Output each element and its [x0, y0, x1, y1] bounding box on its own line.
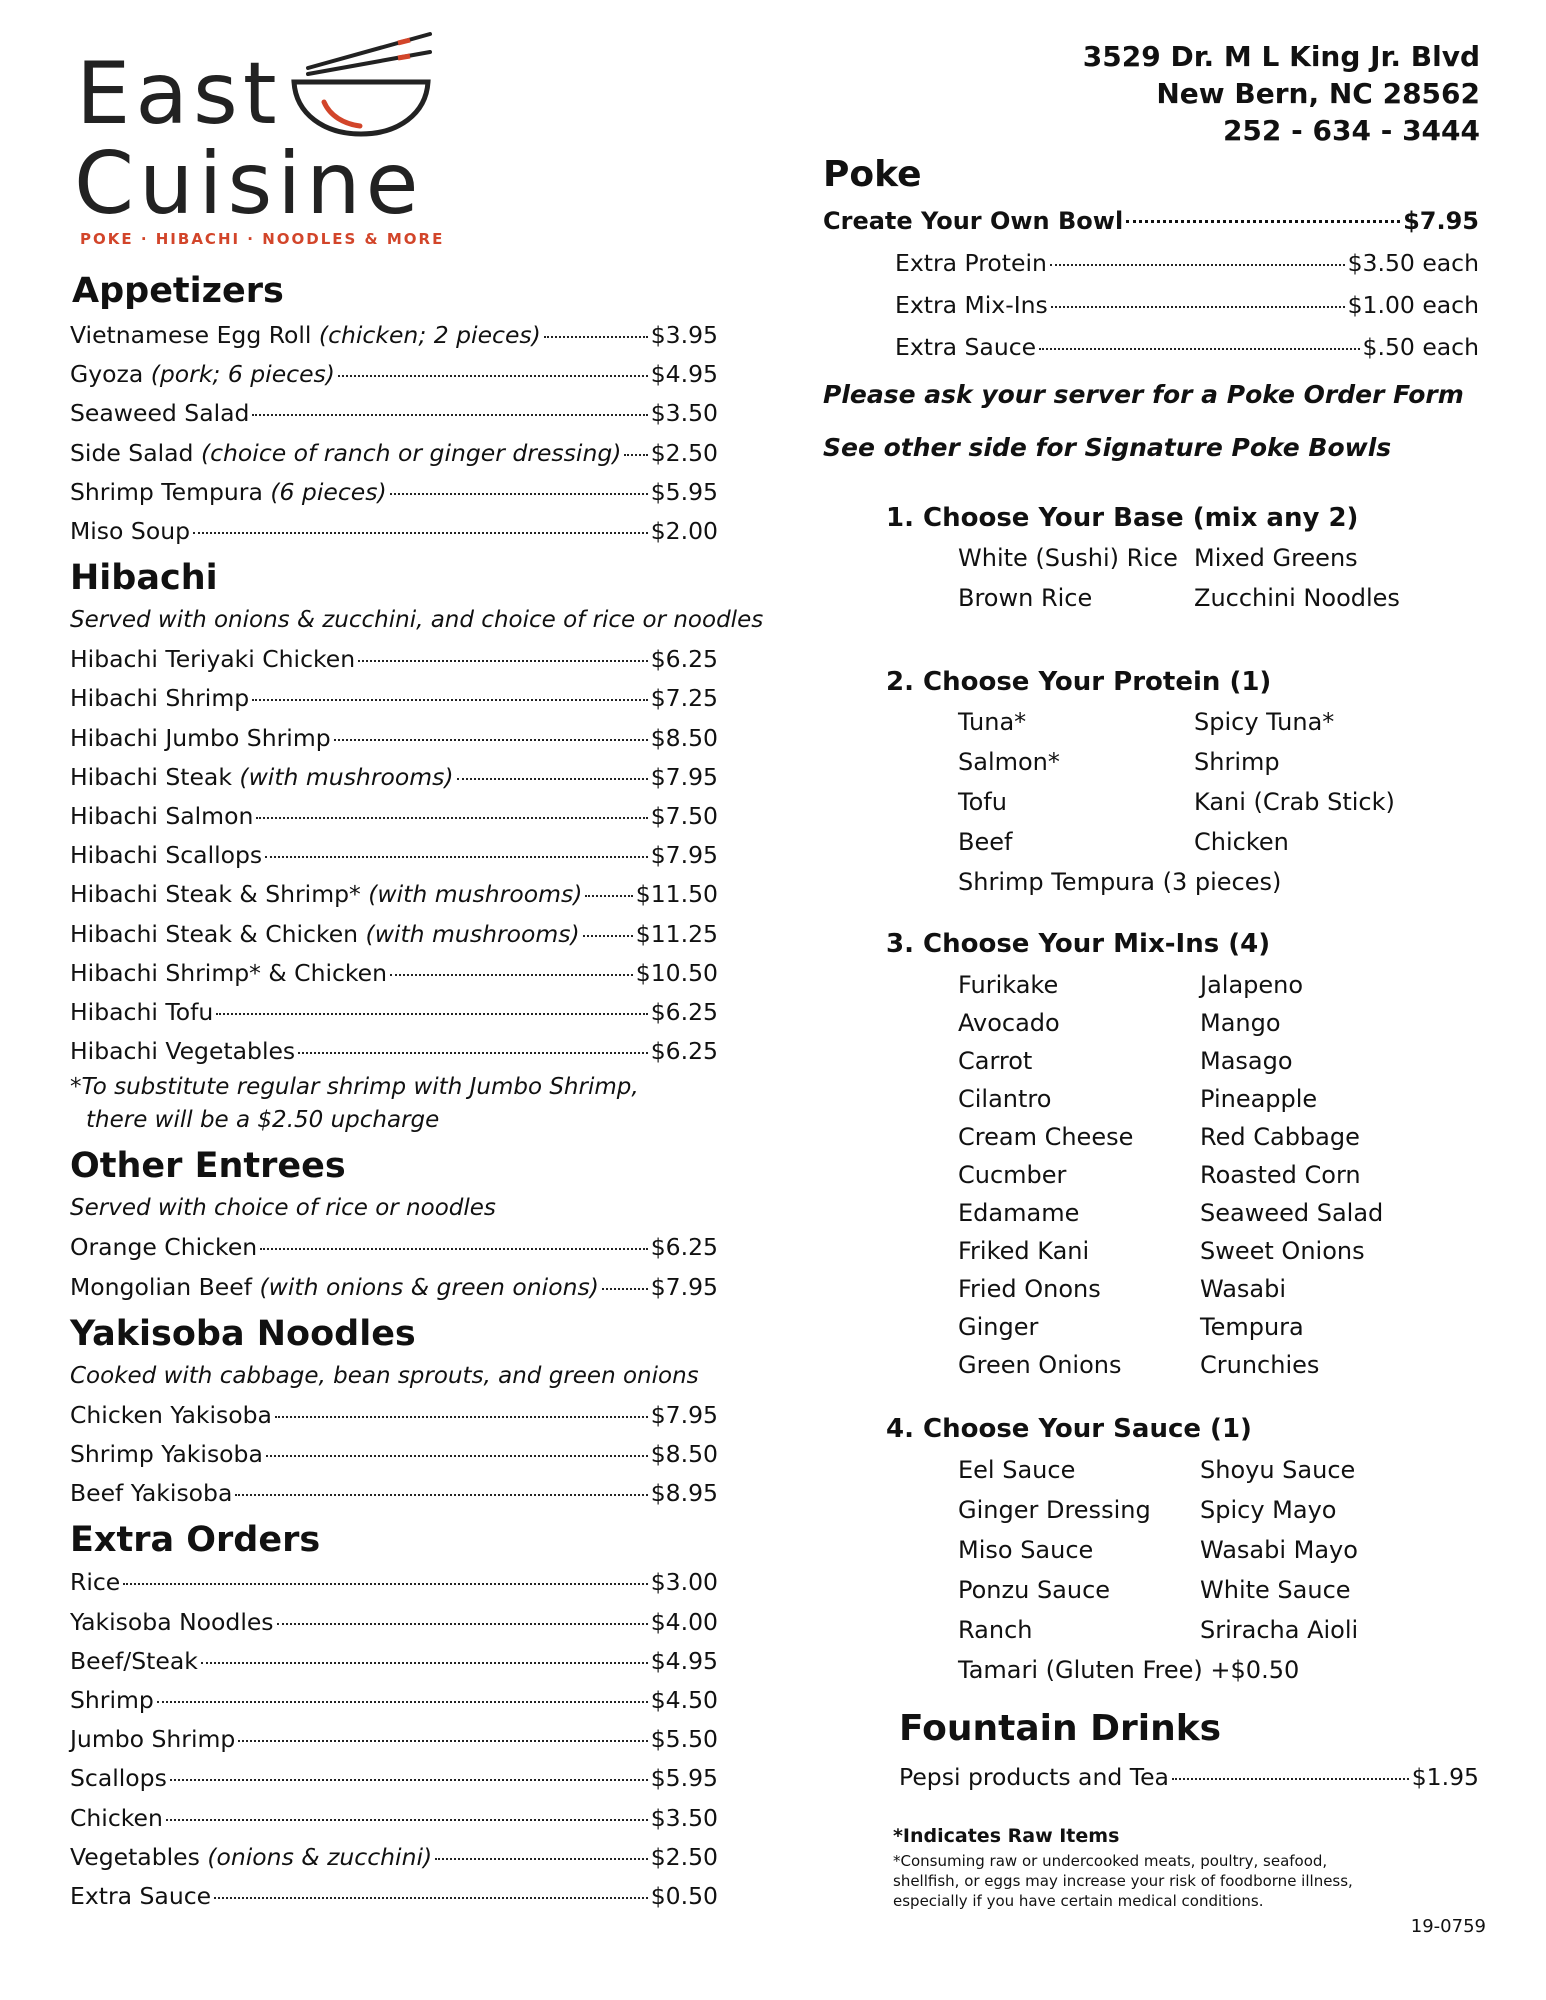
- option-item: Zucchini Noodles: [1194, 584, 1400, 612]
- menu-item: [70, 954, 718, 993]
- item-price: $3.50: [650, 399, 718, 428]
- dot-leader: [585, 895, 632, 897]
- menu-item: [70, 1032, 718, 1071]
- item-name: [70, 1268, 599, 1307]
- item-price: $2.00: [650, 517, 718, 546]
- bowl-price: $7.95: [1403, 207, 1479, 235]
- item-name: [70, 1720, 235, 1759]
- option-item: Mixed Greens: [1194, 544, 1358, 572]
- item-price: $7.95: [650, 841, 718, 870]
- menu-item: [70, 316, 718, 355]
- item-price: $5.95: [650, 477, 718, 506]
- item-name: [70, 355, 335, 394]
- option-item: Cilantro: [958, 1085, 1052, 1113]
- item-price: $3.95: [650, 321, 718, 349]
- item-price: $0.50: [650, 1882, 718, 1911]
- item-title: Side Salad: [70, 438, 201, 467]
- menu-item: [895, 284, 1479, 326]
- address-phone: 252 - 634 - 3444: [1222, 114, 1480, 147]
- item-price: $5.50: [650, 1725, 718, 1754]
- item-price: $3.50 each: [1347, 249, 1479, 277]
- dot-leader: [256, 817, 647, 819]
- dot-leader: [252, 414, 647, 416]
- item-title: Yakisoba Noodles: [70, 1607, 274, 1636]
- dot-leader: [1172, 1778, 1409, 1780]
- item-name: [70, 1799, 163, 1838]
- poke-extras-list: [823, 242, 1479, 368]
- item-detail: (onions & zucchini): [207, 1842, 433, 1871]
- menu-item: [70, 1799, 718, 1838]
- item-title: Extra Protein: [895, 249, 1047, 277]
- other-entrees-note: Served with choice of rice or noodles: [70, 1195, 496, 1222]
- option-item: Tempura: [1200, 1313, 1304, 1341]
- item-price: $3.50: [650, 1803, 718, 1832]
- dot-leader: [170, 1779, 648, 1781]
- option-item: Red Cabbage: [1200, 1123, 1360, 1151]
- option-item: Miso Sauce: [958, 1536, 1094, 1564]
- option-item: Edamame: [958, 1199, 1080, 1227]
- item-price: $2.50: [650, 1842, 718, 1871]
- appetizers-list: [70, 316, 718, 551]
- item-name: [70, 1877, 211, 1916]
- item-title: Jumbo Shrimp: [70, 1725, 236, 1754]
- dot-leader: [157, 1701, 648, 1703]
- item-name: [70, 875, 582, 914]
- option-item: Roasted Corn: [1200, 1161, 1361, 1189]
- dot-leader: [260, 1248, 648, 1250]
- menu-item: [70, 993, 718, 1032]
- logo-tagline: POKE · HIBACHI · NOODLES & MORE: [80, 230, 445, 248]
- menu-item: [70, 1877, 718, 1916]
- item-name: [70, 640, 355, 679]
- hibachi-list: [70, 640, 718, 1071]
- item-price: $7.95: [650, 762, 718, 791]
- step-protein-title: 2. Choose Your Protein (1): [886, 667, 1272, 697]
- option-item: Cucmber: [958, 1161, 1067, 1189]
- menu-item: [70, 1474, 718, 1513]
- menu-item: [70, 434, 718, 473]
- item-name: [70, 1032, 295, 1071]
- item-title: Beef/Steak: [70, 1646, 198, 1675]
- restaurant-address: [1083, 38, 1480, 149]
- item-price: $5.95: [650, 1764, 718, 1793]
- item-title: Hibachi Tofu: [70, 998, 214, 1027]
- mixin-options: [958, 966, 1479, 1384]
- item-name: [70, 1396, 272, 1435]
- item-title: Hibachi Teriyaki Chicken: [70, 645, 356, 674]
- sauce-options: [958, 1450, 1479, 1650]
- item-name: [70, 1603, 274, 1642]
- menu-item: [70, 875, 718, 914]
- item-name: [70, 512, 190, 551]
- option-item: Mango: [1200, 1009, 1281, 1037]
- drinks-list: [899, 1758, 1479, 1797]
- item-price: $7.95: [650, 1272, 718, 1301]
- dot-leader: [214, 1897, 648, 1899]
- dot-leader: [166, 1819, 648, 1821]
- restaurant-logo: [74, 30, 445, 260]
- item-detail: (6 pieces): [270, 477, 387, 506]
- option-item: Tofu: [958, 788, 1007, 816]
- appetizers-title: Appetizers: [72, 271, 284, 311]
- menu-item: [70, 355, 718, 394]
- item-name: [899, 1758, 1169, 1797]
- create-your-own-bowl: [823, 200, 1479, 242]
- option-item: White (Sushi) Rice: [958, 544, 1178, 572]
- option-item: Green Onions: [958, 1351, 1122, 1379]
- option-item: Ranch: [958, 1616, 1033, 1644]
- item-title: Miso Soup: [70, 517, 191, 546]
- option-item: Ginger Dressing: [958, 1496, 1151, 1524]
- item-title: Hibachi Scallops: [70, 841, 263, 870]
- raw-items-title: *Indicates Raw Items: [893, 1825, 1120, 1848]
- dot-leader: [275, 1416, 648, 1418]
- item-price: $1.95: [1411, 1763, 1479, 1791]
- item-name: [70, 915, 580, 954]
- base-options: [958, 538, 1479, 618]
- option-item: Eel Sauce: [958, 1456, 1076, 1484]
- item-price: $6.25: [650, 998, 718, 1027]
- hibachi-note: Served with onions & zucchini, and choice of rice or noodles: [70, 607, 764, 634]
- item-title: Hibachi Jumbo Shrimp: [70, 723, 331, 752]
- item-name: [70, 1228, 257, 1267]
- item-detail: (with mushrooms): [239, 762, 454, 791]
- item-name: [70, 434, 621, 473]
- dot-leader: [457, 778, 648, 780]
- item-price: $4.95: [650, 360, 718, 389]
- menu-item: [899, 1758, 1479, 1797]
- item-name: [70, 1759, 167, 1798]
- dot-leader: [277, 1623, 648, 1625]
- other-entrees-title: Other Entrees: [70, 1146, 346, 1187]
- item-name: [70, 1642, 198, 1681]
- option-item: Beef: [958, 828, 1013, 856]
- dot-leader: [583, 935, 633, 937]
- step-base-title: 1. Choose Your Base (mix any 2): [886, 503, 1359, 533]
- option-item: Crunchies: [1200, 1351, 1320, 1379]
- item-name: [70, 394, 249, 433]
- other-entrees-list: [70, 1228, 718, 1306]
- dot-leader: [334, 739, 648, 741]
- menu-right-column: [823, 150, 1479, 1911]
- item-title: Shrimp: [70, 1686, 154, 1715]
- fountain-drinks-title: Fountain Drinks: [899, 1708, 1222, 1749]
- menu-item: [895, 326, 1479, 368]
- item-name: [70, 758, 454, 797]
- item-name: [70, 1563, 120, 1602]
- item-title: Hibachi Shrimp* & Chicken: [70, 958, 388, 987]
- item-name: [70, 316, 541, 355]
- option-item: Shoyu Sauce: [1200, 1456, 1356, 1484]
- item-title: Extra Mix-Ins: [895, 291, 1048, 319]
- poke-title: Poke: [823, 154, 922, 195]
- menu-item: [70, 394, 718, 433]
- hibachi-title: Hibachi: [70, 558, 218, 599]
- menu-item: [70, 473, 718, 512]
- item-title: Vegetables: [70, 1842, 208, 1871]
- hibachi-footnote-line1: *To substitute regular shrimp with Jumbo Shrimp,: [70, 1074, 639, 1101]
- item-title: Hibachi Steak: [70, 762, 240, 791]
- option-item: Ponzu Sauce: [958, 1576, 1111, 1604]
- dot-leader: [1126, 220, 1400, 223]
- option-item: White Sauce: [1200, 1576, 1351, 1604]
- option-item: Wasabi Mayo: [1200, 1536, 1358, 1564]
- menu-item: [70, 1642, 718, 1681]
- item-detail: (chicken; 2 pieces): [318, 321, 541, 349]
- dot-leader: [435, 1858, 648, 1860]
- poke-step-sauce: [886, 1408, 1479, 1690]
- option-item: Seaweed Salad: [1200, 1199, 1384, 1227]
- item-name: [895, 242, 1047, 284]
- item-title: Hibachi Steak & Shrimp*: [70, 880, 369, 909]
- item-title: Hibachi Salmon: [70, 802, 254, 831]
- other-side-note: See other side for Signature Poke Bowls: [823, 433, 1392, 462]
- option-item: Fried Onons: [958, 1275, 1101, 1303]
- option-item: Pineapple: [1200, 1085, 1318, 1113]
- menu-code: 19-0759: [1410, 1916, 1486, 1937]
- item-title: Chicken: [70, 1803, 163, 1832]
- dot-leader: [252, 699, 648, 701]
- menu-item: [70, 1838, 718, 1877]
- item-name: [70, 1435, 263, 1474]
- item-price: $8.50: [650, 723, 718, 752]
- item-title: Orange Chicken: [70, 1233, 258, 1262]
- item-price: $8.95: [650, 1479, 718, 1508]
- protein-options: [958, 702, 1479, 862]
- yakisoba-note: Cooked with cabbage, bean sprouts, and green onions: [70, 1362, 699, 1389]
- item-price: $7.50: [650, 802, 718, 831]
- item-name: [70, 473, 387, 512]
- item-detail: (with onions & green onions): [259, 1272, 599, 1301]
- yakisoba-title: Yakisoba Noodles: [70, 1313, 416, 1354]
- option-item: Carrot: [958, 1047, 1033, 1075]
- option-item: Sweet Onions: [1200, 1237, 1365, 1265]
- option-item: Salmon*: [958, 748, 1060, 776]
- logo-word-east: East: [76, 44, 282, 144]
- option-item: Spicy Mayo: [1200, 1496, 1337, 1524]
- dot-leader: [201, 1662, 648, 1664]
- item-title: Chicken Yakisoba: [70, 1400, 272, 1429]
- bowl-label: Create Your Own Bowl: [823, 207, 1124, 235]
- menu-item: [70, 758, 718, 797]
- extra-orders-list: [70, 1563, 718, 1916]
- option-item: Ginger: [958, 1313, 1039, 1341]
- yakisoba-list: [70, 1396, 718, 1514]
- option-item: Friked Kani: [958, 1237, 1090, 1265]
- menu-item: [70, 1681, 718, 1720]
- extra-orders-title: Extra Orders: [70, 1520, 321, 1561]
- option-item: Sriracha Aioli: [1200, 1616, 1359, 1644]
- menu-item: [70, 1228, 718, 1267]
- option-item: Wasabi: [1200, 1275, 1287, 1303]
- step-sauce-title: 4. Choose Your Sauce (1): [886, 1414, 1252, 1444]
- item-price: $6.25: [650, 1037, 718, 1066]
- ask-server-note: Please ask your server for a Poke Order Form: [823, 380, 1464, 409]
- item-name: [895, 284, 1048, 326]
- item-name: [70, 1681, 154, 1720]
- item-price: $11.25: [635, 919, 718, 948]
- item-price: $4.00: [650, 1607, 718, 1636]
- menu-item: [70, 719, 718, 758]
- menu-item: [70, 1720, 718, 1759]
- hibachi-footnote-line2: there will be a $2.50 upcharge: [86, 1107, 440, 1134]
- item-detail: (with mushrooms): [368, 880, 583, 909]
- item-name: [70, 719, 331, 758]
- dot-leader: [358, 660, 648, 662]
- step-mixins-title: 3. Choose Your Mix-Ins (4): [886, 929, 1271, 959]
- dot-leader: [390, 493, 648, 495]
- dot-leader: [216, 1013, 647, 1015]
- menu-item: [70, 915, 718, 954]
- item-price: $4.95: [650, 1646, 718, 1675]
- item-name: [895, 326, 1036, 368]
- item-title: Beef Yakisoba: [70, 1479, 233, 1508]
- poke-step-protein: [886, 662, 1479, 902]
- menu-item: [70, 1603, 718, 1642]
- dot-leader: [338, 375, 648, 377]
- item-price: $11.50: [635, 880, 718, 909]
- item-name: [70, 679, 249, 718]
- item-price: $.50 each: [1362, 333, 1479, 361]
- logo-word-cuisine: Cuisine: [74, 134, 424, 234]
- item-name: [70, 993, 213, 1032]
- option-item: Shrimp: [1194, 748, 1280, 776]
- menu-item: [70, 679, 718, 718]
- item-title: Hibachi Vegetables: [70, 1037, 296, 1066]
- item-title: Gyoza: [70, 360, 151, 389]
- item-title: Rice: [70, 1568, 121, 1597]
- item-title: Scallops: [70, 1764, 167, 1793]
- dot-leader: [193, 532, 648, 534]
- option-item: Spicy Tuna*: [1194, 708, 1335, 736]
- dot-leader: [266, 1455, 648, 1457]
- option-item: Kani (Crab Stick): [1194, 788, 1395, 816]
- item-detail: (choice of ranch or ginger dressing): [200, 438, 622, 467]
- item-title: Seaweed Salad: [70, 399, 250, 428]
- item-name: [70, 836, 262, 875]
- item-name: [70, 1838, 432, 1877]
- menu-item: [70, 640, 718, 679]
- item-title: Extra Sauce: [70, 1882, 212, 1911]
- item-title: Vietnamese Egg Roll: [70, 321, 319, 349]
- protein-extra-option: Shrimp Tempura (3 pieces): [958, 868, 1282, 896]
- dot-leader: [265, 856, 648, 858]
- item-title: Shrimp Yakisoba: [70, 1440, 263, 1469]
- item-price: $6.25: [650, 1233, 718, 1262]
- item-title: Hibachi Shrimp: [70, 684, 250, 713]
- item-price: $6.25: [650, 645, 718, 674]
- option-item: Avocado: [958, 1009, 1060, 1037]
- dot-leader: [390, 974, 633, 976]
- item-title: Hibachi Steak & Chicken: [70, 919, 366, 948]
- option-item: Chicken: [1194, 828, 1289, 856]
- item-detail: (pork; 6 pieces): [150, 360, 335, 389]
- item-title: Shrimp Tempura: [70, 477, 271, 506]
- dot-leader: [235, 1494, 647, 1496]
- bowl-chopsticks-icon: [286, 30, 436, 140]
- dot-leader: [123, 1583, 647, 1585]
- raw-items-disclaimer: *Consuming raw or undercooked meats, poultry, seafood, shellfish, or eggs may increase your risk of foodborne illness, especially if you have certain medical conditions.: [893, 1852, 1353, 1911]
- menu-item: [70, 836, 718, 875]
- option-item: Tuna*: [958, 708, 1027, 736]
- address-street: 3529 Dr. M L King Jr. Blvd: [1082, 40, 1480, 73]
- dot-leader: [1051, 306, 1345, 308]
- item-price: $3.00: [650, 1568, 718, 1597]
- menu-item: [70, 1396, 718, 1435]
- menu-item: [70, 1268, 718, 1307]
- item-price: $1.00 each: [1347, 291, 1479, 319]
- item-name: [70, 797, 253, 836]
- dot-leader: [298, 1052, 648, 1054]
- item-price: $4.50: [650, 1686, 718, 1715]
- item-title: Pepsi products and Tea: [899, 1763, 1169, 1791]
- item-price: $7.95: [650, 1400, 718, 1429]
- address-city: New Bern, NC 28562: [1156, 77, 1480, 110]
- option-item: Jalapeno: [1200, 971, 1304, 999]
- dot-leader: [1050, 264, 1345, 266]
- item-price: $8.50: [650, 1440, 718, 1469]
- menu-item: [70, 1759, 718, 1798]
- dot-leader: [1039, 348, 1359, 350]
- menu-left-column: [70, 268, 764, 1916]
- dot-leader: [624, 454, 647, 456]
- poke-step-mixins: [886, 922, 1479, 1384]
- item-title: Mongolian Beef: [70, 1272, 260, 1301]
- item-price: $10.50: [635, 958, 718, 987]
- menu-item: [895, 242, 1479, 284]
- sauce-extra-option: Tamari (Gluten Free) +$0.50: [958, 1656, 1300, 1684]
- option-item: Furikake: [958, 971, 1059, 999]
- dot-leader: [544, 336, 648, 338]
- item-price: $7.25: [650, 684, 718, 713]
- menu-item: [70, 512, 718, 551]
- menu-item: [70, 797, 718, 836]
- option-item: Masago: [1200, 1047, 1293, 1075]
- menu-item: [70, 1435, 718, 1474]
- dot-leader: [602, 1288, 648, 1290]
- option-item: Brown Rice: [958, 584, 1093, 612]
- option-item: Cream Cheese: [958, 1123, 1134, 1151]
- poke-step-base: [886, 498, 1479, 618]
- dot-leader: [238, 1740, 647, 1742]
- item-title: Extra Sauce: [895, 333, 1037, 361]
- item-detail: (with mushrooms): [365, 919, 580, 948]
- menu-item: [70, 1563, 718, 1602]
- item-name: [70, 1474, 232, 1513]
- item-name: [70, 954, 387, 993]
- item-price: $2.50: [650, 438, 718, 467]
